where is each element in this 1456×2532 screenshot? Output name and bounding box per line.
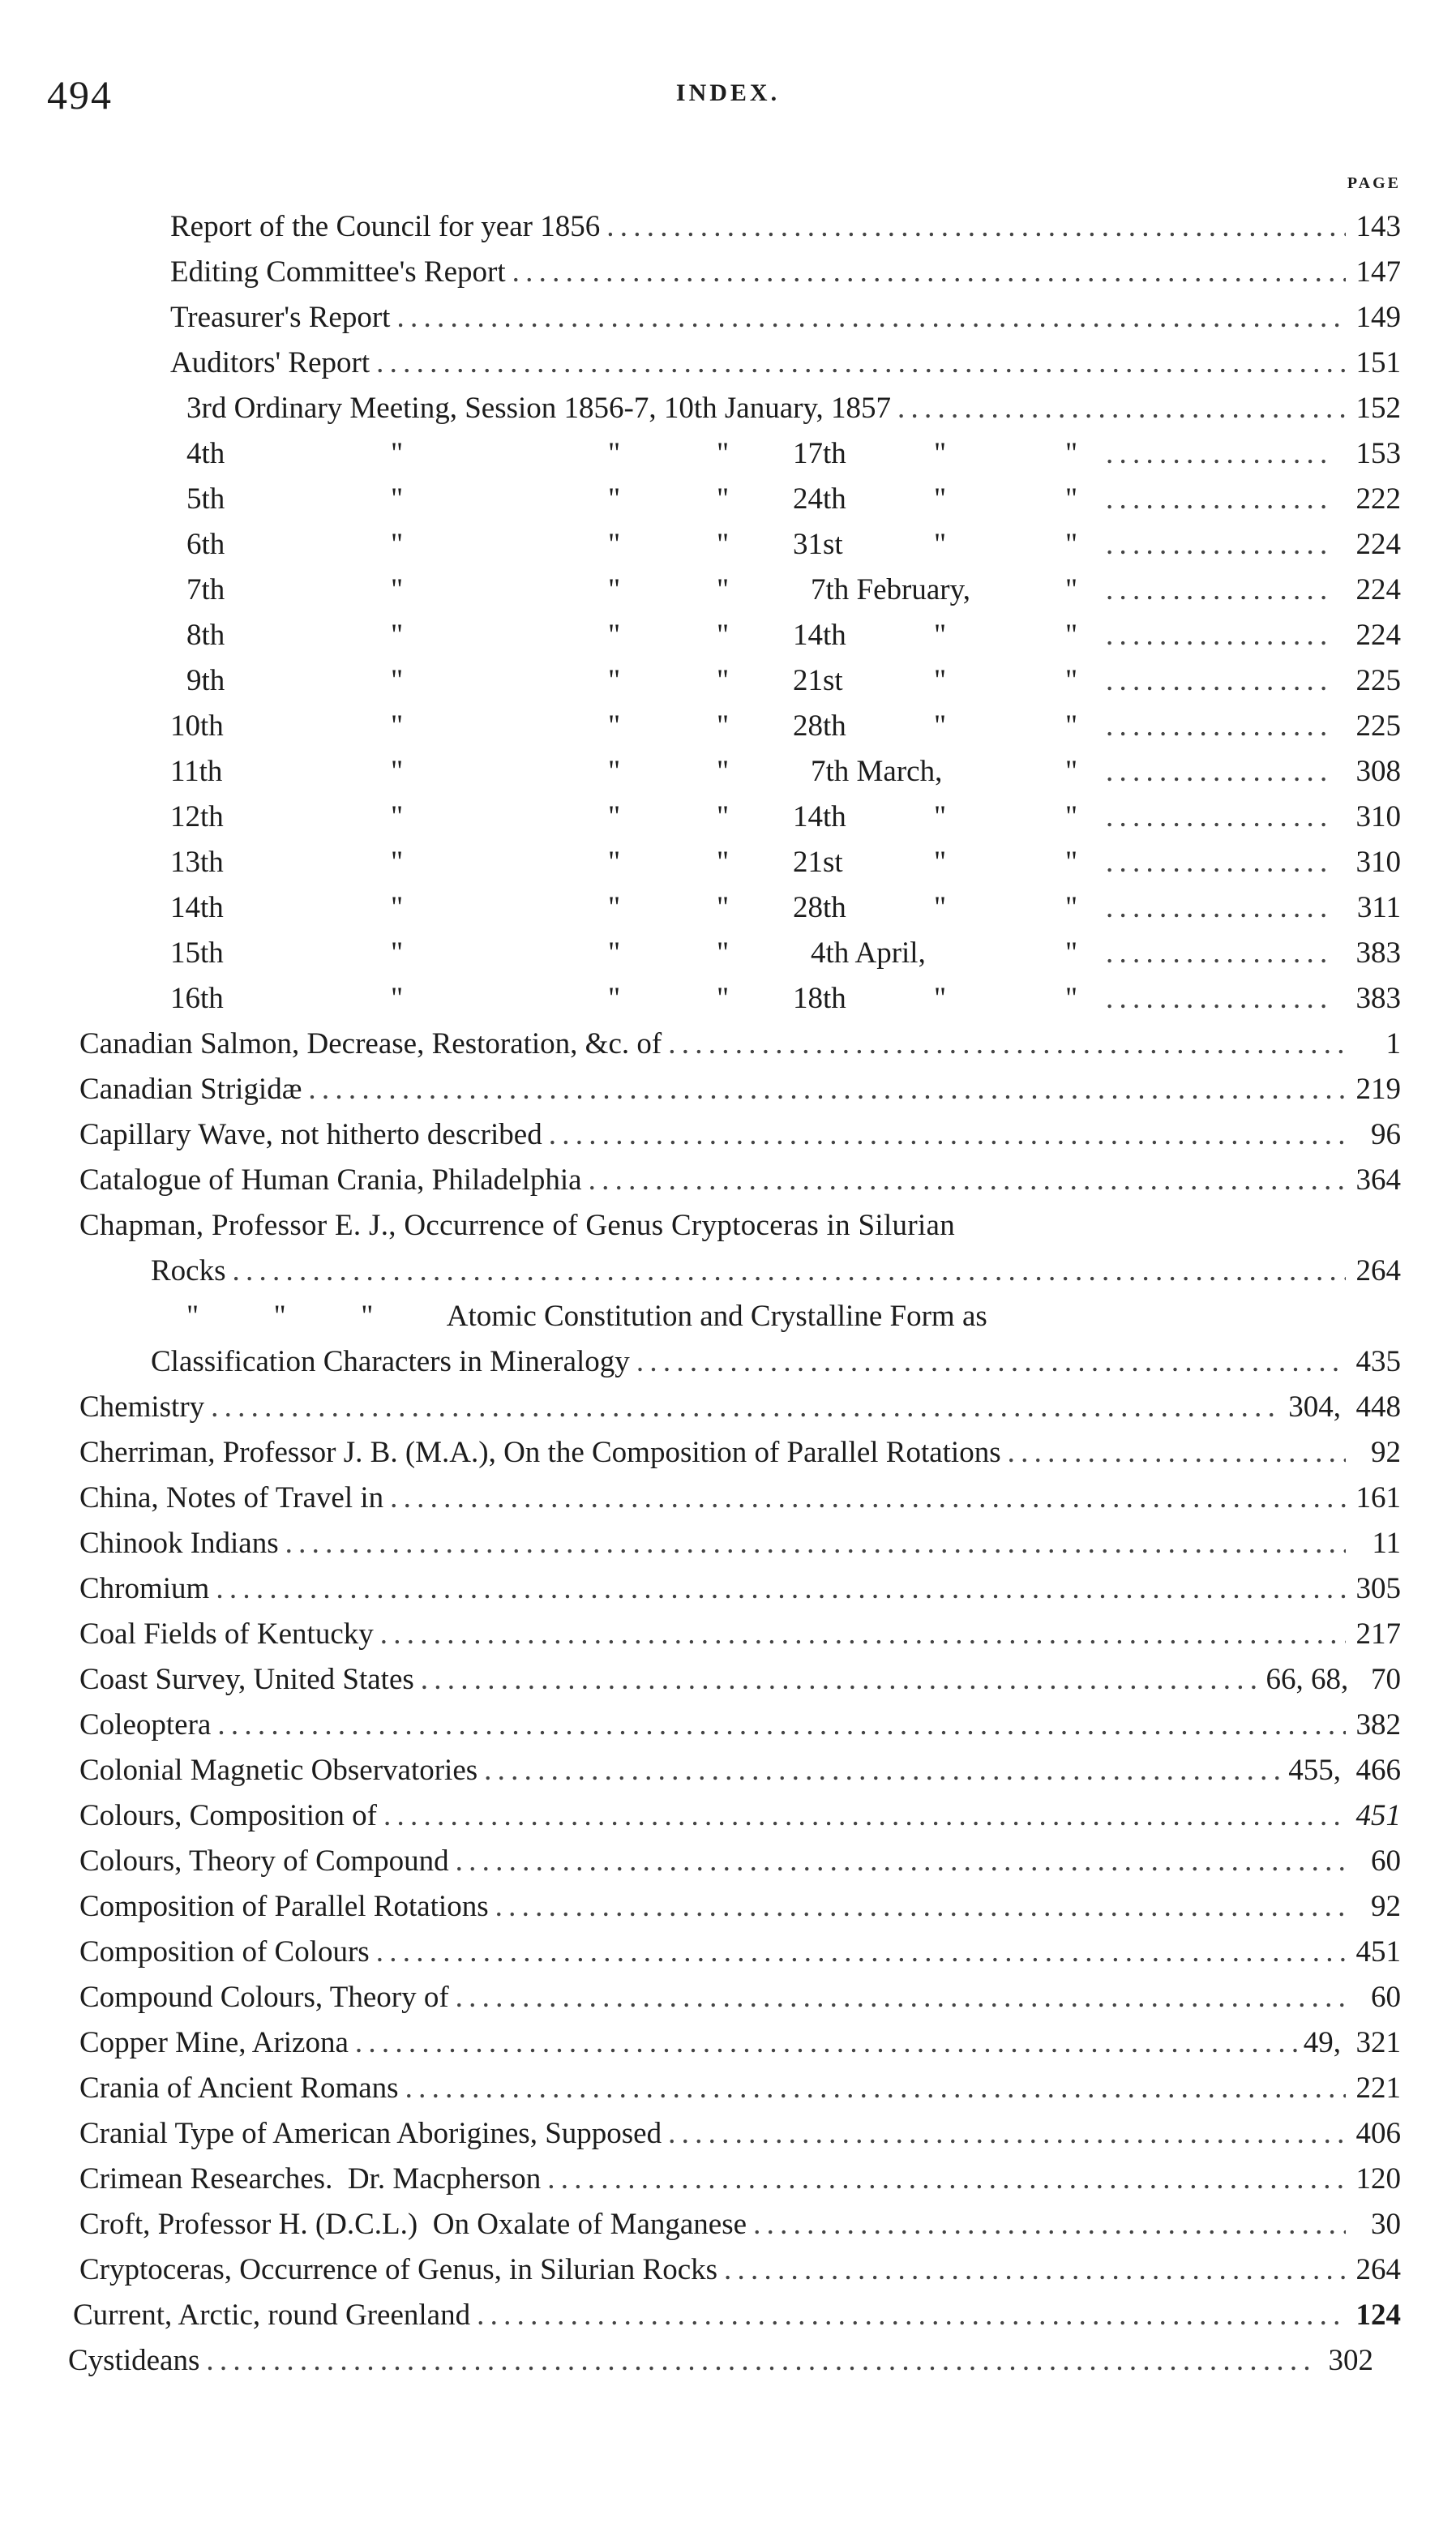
ditto-mark: " — [608, 755, 621, 788]
index-entry — [79, 2157, 1401, 2202]
entry-page: 60 — [1371, 1844, 1401, 1878]
meeting-month: " — [1065, 846, 1078, 879]
entry-page: 364 — [1355, 1163, 1401, 1197]
entry-text: Capillary Wave, not hitherto described — [79, 1118, 542, 1151]
entry-page: 49, 321 — [1303, 2026, 1401, 2059]
dot-leader — [753, 2202, 1346, 2247]
entry-page: 152 — [1355, 392, 1401, 425]
entry-page: 455, 466 — [1288, 1754, 1401, 1787]
dot-leader — [1106, 704, 1326, 749]
dot-leader — [1106, 613, 1326, 658]
dot-leader — [668, 2111, 1346, 2157]
meeting-month: " — [1065, 800, 1078, 833]
meeting-entry — [170, 931, 1401, 976]
entry-page: 435 — [1355, 1345, 1401, 1378]
dot-leader — [1008, 1430, 1346, 1476]
ditto-mark: " — [608, 619, 621, 652]
entry-page: 406 — [1355, 2117, 1401, 2150]
ditto-mark: " — [608, 846, 621, 879]
entry-page: 221 — [1355, 2071, 1401, 2105]
index-entry — [79, 1203, 1401, 1249]
dot-leader — [390, 1476, 1346, 1521]
ditto-mark: " — [391, 800, 404, 833]
meeting-month: " — [1065, 755, 1078, 788]
ditto-mark: " — [934, 709, 947, 743]
entry-page: 382 — [1355, 1708, 1401, 1742]
dot-leader — [668, 1022, 1346, 1067]
ditto-mark: " — [608, 936, 621, 970]
meeting-day: 7th February, — [811, 573, 970, 606]
meeting-ordinal: 5th — [186, 482, 225, 516]
ditto-mark: " — [608, 800, 621, 833]
index-entry — [79, 1975, 1401, 2020]
entry-text: Colours, Composition of — [79, 1799, 377, 1832]
entry-page: 224 — [1355, 528, 1401, 561]
ditto-mark: " — [391, 437, 404, 470]
meeting-day: 31st — [793, 528, 843, 561]
meeting-entry — [186, 522, 1401, 568]
meeting-entry — [170, 885, 1401, 931]
entry-text: Copper Mine, Arizona — [79, 2026, 349, 2059]
entry-text: Coast Survey, United States — [79, 1663, 414, 1696]
entry-page: 451 — [1355, 1799, 1401, 1832]
index-entry — [170, 204, 1401, 250]
dot-leader — [405, 2066, 1346, 2111]
index-entry — [79, 1067, 1401, 1112]
dot-leader — [355, 2020, 1297, 2066]
entry-text: Chinook Indians — [79, 1527, 279, 1560]
entry-page: 302 — [1328, 2344, 1373, 2377]
meeting-day: 14th — [793, 619, 846, 652]
meeting-ordinal: 16th — [170, 982, 224, 1015]
entry-text: " " " Atomic Constitution and Crystalline Form as — [186, 1300, 987, 1333]
ditto-mark: " — [717, 800, 730, 833]
dot-leader — [396, 295, 1346, 341]
ditto-mark: " — [391, 936, 404, 970]
dot-leader — [206, 2338, 1318, 2384]
entry-page: 92 — [1371, 1436, 1401, 1469]
ditto-mark: " — [608, 982, 621, 1015]
entry-text: Composition of Colours — [79, 1935, 370, 1969]
entry-text: Classification Characters in Mineralogy — [151, 1345, 630, 1378]
entry-page: 383 — [1355, 936, 1401, 970]
entry-page: 451 — [1355, 1935, 1401, 1969]
meeting-month: " — [1065, 891, 1078, 924]
dot-leader — [547, 2157, 1346, 2202]
ditto-mark: " — [717, 664, 730, 697]
index-entry — [79, 1112, 1401, 1158]
index-entry — [79, 1158, 1401, 1203]
index-entry — [79, 1930, 1401, 1975]
dot-leader — [477, 2293, 1346, 2338]
meeting-day: 21st — [793, 664, 843, 697]
ditto-mark: " — [934, 619, 947, 652]
ditto-mark: " — [608, 528, 621, 561]
entry-text: Compound Colours, Theory of — [79, 1981, 449, 2014]
index-entry — [73, 2293, 1401, 2338]
dot-leader — [512, 250, 1346, 295]
dot-leader — [376, 341, 1346, 386]
index-entry — [79, 1703, 1401, 1748]
index-entry — [170, 250, 1401, 295]
dot-leader — [1106, 931, 1326, 976]
entry-page: 11 — [1372, 1527, 1401, 1560]
ditto-mark: " — [391, 664, 404, 697]
index-entry — [68, 2338, 1373, 2384]
entry-text: Canadian Strigidæ — [79, 1073, 302, 1106]
dot-leader — [1106, 795, 1326, 840]
index-entry — [79, 1521, 1401, 1566]
ditto-mark: " — [934, 437, 947, 470]
entry-page: 60 — [1371, 1981, 1401, 2014]
entry-page: 149 — [1355, 301, 1401, 334]
meeting-ordinal: 10th — [170, 709, 224, 743]
meeting-entry — [186, 658, 1401, 704]
index-entry — [170, 295, 1401, 341]
ditto-mark: " — [717, 982, 730, 1015]
ditto-mark: " — [934, 891, 947, 924]
meeting-entry — [170, 976, 1401, 1022]
entry-text: Treasurer's Report — [170, 301, 391, 334]
dot-leader — [1106, 840, 1326, 885]
meeting-month: " — [1065, 709, 1078, 743]
entry-text: Editing Committee's Report — [170, 255, 506, 289]
dot-leader — [495, 1884, 1346, 1930]
dot-leader — [456, 1975, 1346, 2020]
entry-page: 30 — [1371, 2208, 1401, 2241]
index-entry — [79, 1612, 1401, 1657]
index-entry — [79, 1385, 1401, 1430]
meeting-day: 18th — [793, 982, 846, 1015]
dot-leader — [636, 1339, 1346, 1385]
meeting-day: 28th — [793, 891, 846, 924]
dot-leader — [233, 1249, 1347, 1294]
dot-leader — [217, 1703, 1346, 1748]
entry-page: 305 — [1355, 1572, 1401, 1605]
meeting-day: 4th April, — [811, 936, 926, 970]
ditto-mark: " — [934, 664, 947, 697]
meeting-entry — [170, 840, 1401, 885]
index-entry — [186, 386, 1401, 431]
index-entry — [151, 1339, 1401, 1385]
dot-leader — [1106, 976, 1326, 1022]
entry-text: Catalogue of Human Crania, Philadelphia — [79, 1163, 582, 1197]
ditto-mark: " — [608, 482, 621, 516]
index-entry — [79, 2066, 1401, 2111]
dot-leader — [1106, 522, 1326, 568]
ditto-mark: " — [608, 891, 621, 924]
ditto-mark: " — [391, 573, 404, 606]
dot-leader — [1106, 477, 1326, 522]
entry-page: 92 — [1371, 1890, 1401, 1923]
dot-leader — [421, 1657, 1260, 1703]
page-header — [0, 71, 1456, 128]
ditto-mark: " — [608, 437, 621, 470]
entry-page: 225 — [1355, 664, 1401, 697]
ditto-mark: " — [391, 891, 404, 924]
meeting-month: " — [1065, 619, 1078, 652]
ditto-mark: " — [391, 846, 404, 879]
index-entry — [79, 1430, 1401, 1476]
entry-page: 143 — [1355, 210, 1401, 243]
dot-leader — [308, 1067, 1346, 1112]
ditto-mark: " — [717, 528, 730, 561]
dot-leader — [549, 1112, 1346, 1158]
meeting-entry — [186, 568, 1401, 613]
meeting-ordinal: 14th — [170, 891, 224, 924]
meeting-day: 28th — [793, 709, 846, 743]
entry-text: Crania of Ancient Romans — [79, 2071, 399, 2105]
meeting-ordinal: 8th — [186, 619, 225, 652]
ditto-mark: " — [391, 755, 404, 788]
ditto-mark: " — [717, 619, 730, 652]
entry-text: Crimean Researches. Dr. Macpherson — [79, 2162, 542, 2196]
index-entry — [186, 1294, 1401, 1339]
dot-leader — [606, 204, 1346, 250]
entry-text: Auditors' Report — [170, 346, 370, 379]
meeting-month: " — [1065, 482, 1078, 516]
entry-page: 219 — [1355, 1073, 1401, 1106]
page-column-heading: PAGE — [1347, 174, 1401, 192]
entry-text: Rocks — [151, 1254, 226, 1287]
index-entry — [79, 2247, 1401, 2293]
entry-page: 224 — [1355, 619, 1401, 652]
entry-text: Colours, Theory of Compound — [79, 1844, 449, 1878]
meeting-entry — [186, 477, 1401, 522]
index-entry — [79, 1657, 1401, 1703]
entry-page: 264 — [1355, 2253, 1401, 2286]
entry-text: China, Notes of Travel in — [79, 1481, 384, 1514]
dot-leader — [376, 1930, 1346, 1975]
index-entry — [79, 1793, 1401, 1839]
entry-page: 310 — [1355, 846, 1401, 879]
ditto-mark: " — [391, 709, 404, 743]
meeting-entry — [170, 704, 1401, 749]
index-entry — [79, 1566, 1401, 1612]
meeting-entry — [186, 613, 1401, 658]
meeting-ordinal: 7th — [186, 573, 225, 606]
ditto-mark: " — [391, 982, 404, 1015]
meeting-day: 17th — [793, 437, 846, 470]
entry-text: Canadian Salmon, Decrease, Restoration, &c. of — [79, 1027, 662, 1060]
entry-page: 383 — [1355, 982, 1401, 1015]
index-entry — [79, 1839, 1401, 1884]
entry-page: 1 — [1385, 1027, 1401, 1060]
entry-page: 66, 68, 70 — [1265, 1663, 1401, 1696]
ditto-mark: " — [934, 482, 947, 516]
meeting-ordinal: 12th — [170, 800, 224, 833]
entry-text: Cherriman, Professor J. B. (M.A.), On the Composition of Parallel Rotations — [79, 1436, 1001, 1469]
ditto-mark: " — [934, 982, 947, 1015]
entry-page: 311 — [1356, 891, 1401, 924]
entry-page: 153 — [1355, 437, 1401, 470]
entry-text: Chromium — [79, 1572, 210, 1605]
entry-page: 151 — [1355, 346, 1401, 379]
meeting-ordinal: 11th — [170, 755, 223, 788]
entry-page: 120 — [1355, 2162, 1401, 2196]
dot-leader — [1106, 658, 1326, 704]
dot-leader — [383, 1793, 1346, 1839]
meeting-ordinal: 15th — [170, 936, 224, 970]
entry-page: 304, 448 — [1288, 1390, 1401, 1424]
meeting-ordinal: 9th — [186, 664, 225, 697]
entry-text: Current, Arctic, round Greenland — [73, 2299, 471, 2332]
index-entry — [79, 1022, 1401, 1067]
entry-page: 224 — [1355, 573, 1401, 606]
index-entry — [151, 1249, 1401, 1294]
ditto-mark: " — [934, 800, 947, 833]
dot-leader — [897, 386, 1346, 431]
entry-text: Report of the Council for year 1856 — [170, 210, 601, 243]
dot-leader — [484, 1748, 1282, 1793]
entry-page: 264 — [1355, 1254, 1401, 1287]
ditto-mark: " — [608, 709, 621, 743]
page-number: 494 — [47, 72, 113, 118]
ditto-mark: " — [717, 936, 730, 970]
index-entry — [170, 341, 1401, 386]
meeting-month: " — [1065, 528, 1078, 561]
entry-text: Cranial Type of American Aborigines, Supposed — [79, 2117, 662, 2150]
meeting-ordinal: 4th — [186, 437, 225, 470]
ditto-mark: " — [717, 482, 730, 516]
dot-leader — [216, 1566, 1346, 1612]
meeting-month: " — [1065, 982, 1078, 1015]
ditto-mark: " — [391, 528, 404, 561]
ditto-mark: " — [717, 891, 730, 924]
entry-page: 222 — [1355, 482, 1401, 516]
ditto-mark: " — [717, 709, 730, 743]
entry-page: 161 — [1355, 1481, 1401, 1514]
meeting-entry — [186, 431, 1401, 477]
index-entry — [79, 1748, 1401, 1793]
entry-text: Chapman, Professor E. J., Occurrence of Genus Cryptoceras in Silurian — [79, 1209, 956, 1242]
ditto-mark: " — [717, 573, 730, 606]
meeting-month: " — [1065, 936, 1078, 970]
index-entry — [79, 2020, 1401, 2066]
index-entry — [79, 1884, 1401, 1930]
ditto-mark: " — [717, 755, 730, 788]
ditto-mark: " — [391, 619, 404, 652]
ditto-mark: " — [717, 437, 730, 470]
meeting-day: 21st — [793, 846, 843, 879]
dot-leader — [1106, 885, 1326, 931]
ditto-mark: " — [934, 846, 947, 879]
ditto-mark: " — [391, 482, 404, 516]
meeting-day: 7th March, — [811, 755, 943, 788]
entry-text: Coal Fields of Kentucky — [79, 1617, 374, 1651]
dot-leader — [724, 2247, 1346, 2293]
ditto-mark: " — [717, 846, 730, 879]
index-entry — [79, 1476, 1401, 1521]
meeting-entry — [170, 795, 1401, 840]
meeting-day: 24th — [793, 482, 846, 516]
entry-page: 96 — [1371, 1118, 1401, 1151]
entry-page: 147 — [1355, 255, 1401, 289]
entry-text: Cryptoceras, Occurrence of Genus, in Silurian Rocks — [79, 2253, 718, 2286]
dot-leader — [1106, 431, 1326, 477]
entry-text: Chemistry — [79, 1390, 205, 1424]
ditto-mark: " — [608, 664, 621, 697]
dot-leader — [211, 1385, 1282, 1430]
entry-page: 310 — [1355, 800, 1401, 833]
entry-page: 308 — [1355, 755, 1401, 788]
dot-leader — [380, 1612, 1346, 1657]
entry-text: 3rd Ordinary Meeting, Session 1856-7, 10th January, 1857 — [186, 392, 892, 425]
dot-leader — [456, 1839, 1346, 1884]
dot-leader — [589, 1158, 1346, 1203]
meeting-entry — [170, 749, 1401, 795]
dot-leader — [1106, 568, 1326, 613]
index-entry — [79, 2111, 1401, 2157]
ditto-mark: " — [608, 573, 621, 606]
entry-page: 217 — [1355, 1617, 1401, 1651]
entry-page: 124 — [1355, 2299, 1401, 2332]
meeting-month: " — [1065, 573, 1078, 606]
meeting-month: " — [1065, 437, 1078, 470]
meeting-month: " — [1065, 664, 1078, 697]
meeting-ordinal: 6th — [186, 528, 225, 561]
dot-leader — [1106, 749, 1326, 795]
entry-text: Colonial Magnetic Observatories — [79, 1754, 478, 1787]
entry-text: Croft, Professor H. (D.C.L.) On Oxalate of Manganese — [79, 2208, 747, 2241]
entry-text: Composition of Parallel Rotations — [79, 1890, 489, 1923]
index-entry — [79, 2202, 1401, 2247]
entry-text: Coleoptera — [79, 1708, 212, 1742]
ditto-mark: " — [934, 528, 947, 561]
meeting-day: 14th — [793, 800, 846, 833]
entry-text: Cystideans — [68, 2344, 200, 2377]
running-title: INDEX. — [675, 79, 781, 106]
entry-page: 225 — [1355, 709, 1401, 743]
meeting-ordinal: 13th — [170, 846, 224, 879]
dot-leader — [285, 1521, 1346, 1566]
